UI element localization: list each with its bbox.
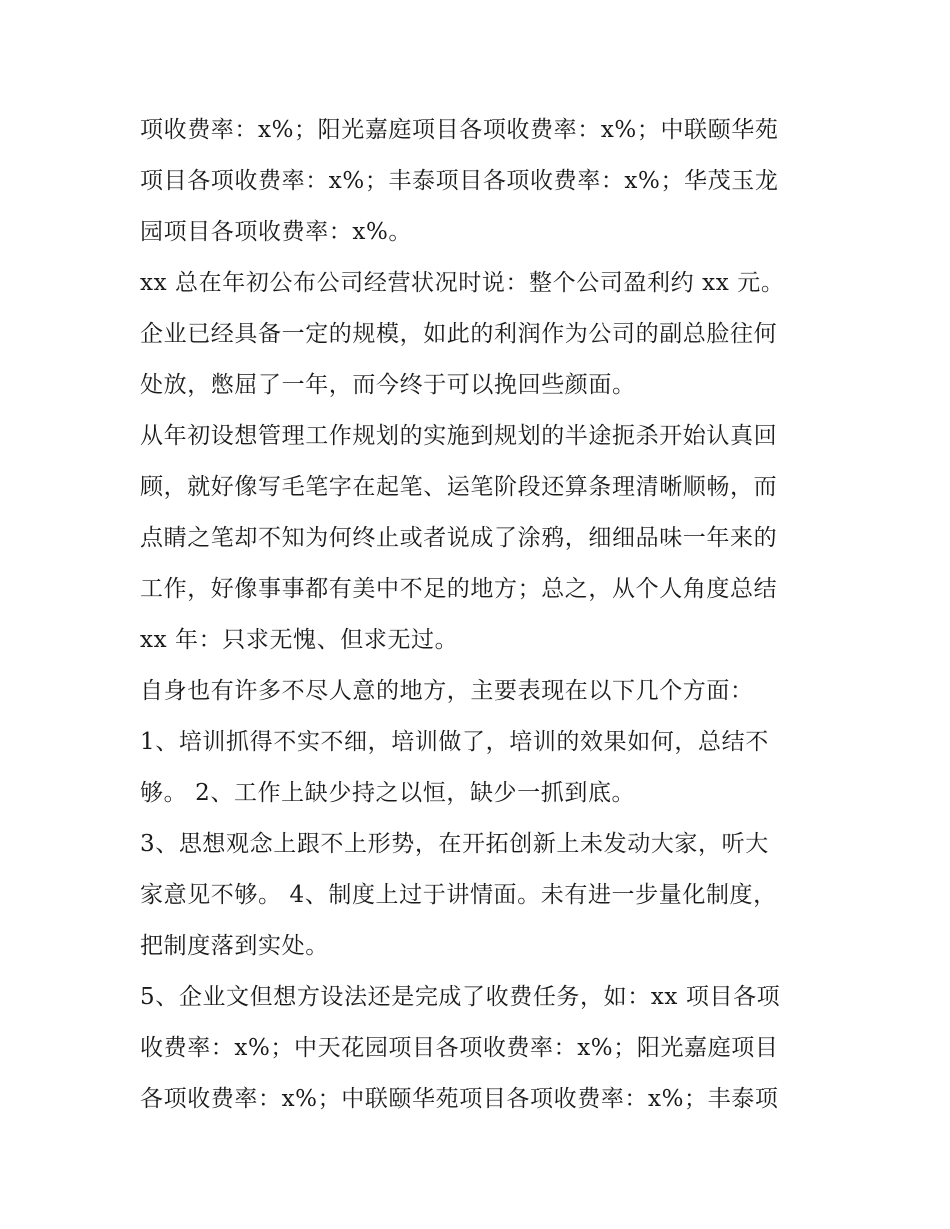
paragraph-shortcomings-intro — [140, 666, 820, 717]
document-body — [140, 105, 820, 1125]
text-line: 园项目各项收费率：x%。 — [140, 219, 413, 245]
text-line: 企业已经具备一定的规模，如此的利润作为公司的副总脸往何 — [140, 321, 778, 347]
text-line: 点睛之笔却不知为何终止或者说成了涂鸦，细细品味一年来的 — [140, 525, 778, 551]
text-line: 项目各项收费率：x%；丰泰项目各项收费率：x%；华茂玉龙 — [140, 168, 779, 194]
paragraph-profit-announcement — [140, 258, 820, 309]
paragraph-fee-rates-continued — [140, 105, 820, 258]
paragraph-company-scale — [140, 309, 820, 411]
text-line: 够。 2、工作上缺少持之以恒，缺少一抓到底。 — [140, 780, 636, 806]
text-line: 工作，好像事事都有美中不足的地方；总之，从个人角度总结 — [140, 576, 778, 602]
text-line: 各项收费率：x%；中联颐华苑项目各项收费率：x%；丰泰项 — [140, 1086, 779, 1112]
text-line: xx 年：只求无愧、但求无过。 — [140, 627, 459, 653]
text-line: 5、企业文但想方设法还是完成了收费任务，如：xx 项目各项 — [140, 984, 781, 1010]
text-line: 把制度落到实处。 — [140, 933, 329, 959]
paragraph-annual-review — [140, 411, 820, 666]
text-line: 处放，憋屈了一年，而今终于可以挽回些颜面。 — [140, 372, 636, 398]
list-item-3-4 — [140, 819, 820, 972]
list-item-1-2 — [140, 717, 820, 819]
text-line: 收费率：x%；中天花园项目各项收费率：x%；阳光嘉庭项目 — [140, 1035, 779, 1061]
text-line: 3、思想观念上跟不上形势，在开拓创新上未发动大家，听大 — [140, 831, 769, 857]
text-line: xx 总在年初公布公司经营状况时说：整个公司盈利约 xx 元。 — [140, 270, 785, 296]
text-line: 家意见不够。 4、制度上过于讲情面。未有进一步量化制度， — [140, 882, 777, 908]
text-line: 1、培训抓得不实不细，培训做了，培训的效果如何，总结不 — [140, 729, 769, 755]
text-line: 顾，就好像写毛笔字在起笔、运笔阶段还算条理清晰顺畅，而 — [140, 474, 778, 500]
text-line: 从年初设想管理工作规划的实施到规划的半途扼杀开始认真回 — [140, 423, 778, 449]
text-line: 项收费率：x%；阳光嘉庭项目各项收费率：x%；中联颐华苑 — [140, 117, 779, 143]
text-line: 自身也有许多不尽人意的地方，主要表现在以下几个方面： — [140, 678, 754, 704]
list-item-5 — [140, 972, 820, 1125]
